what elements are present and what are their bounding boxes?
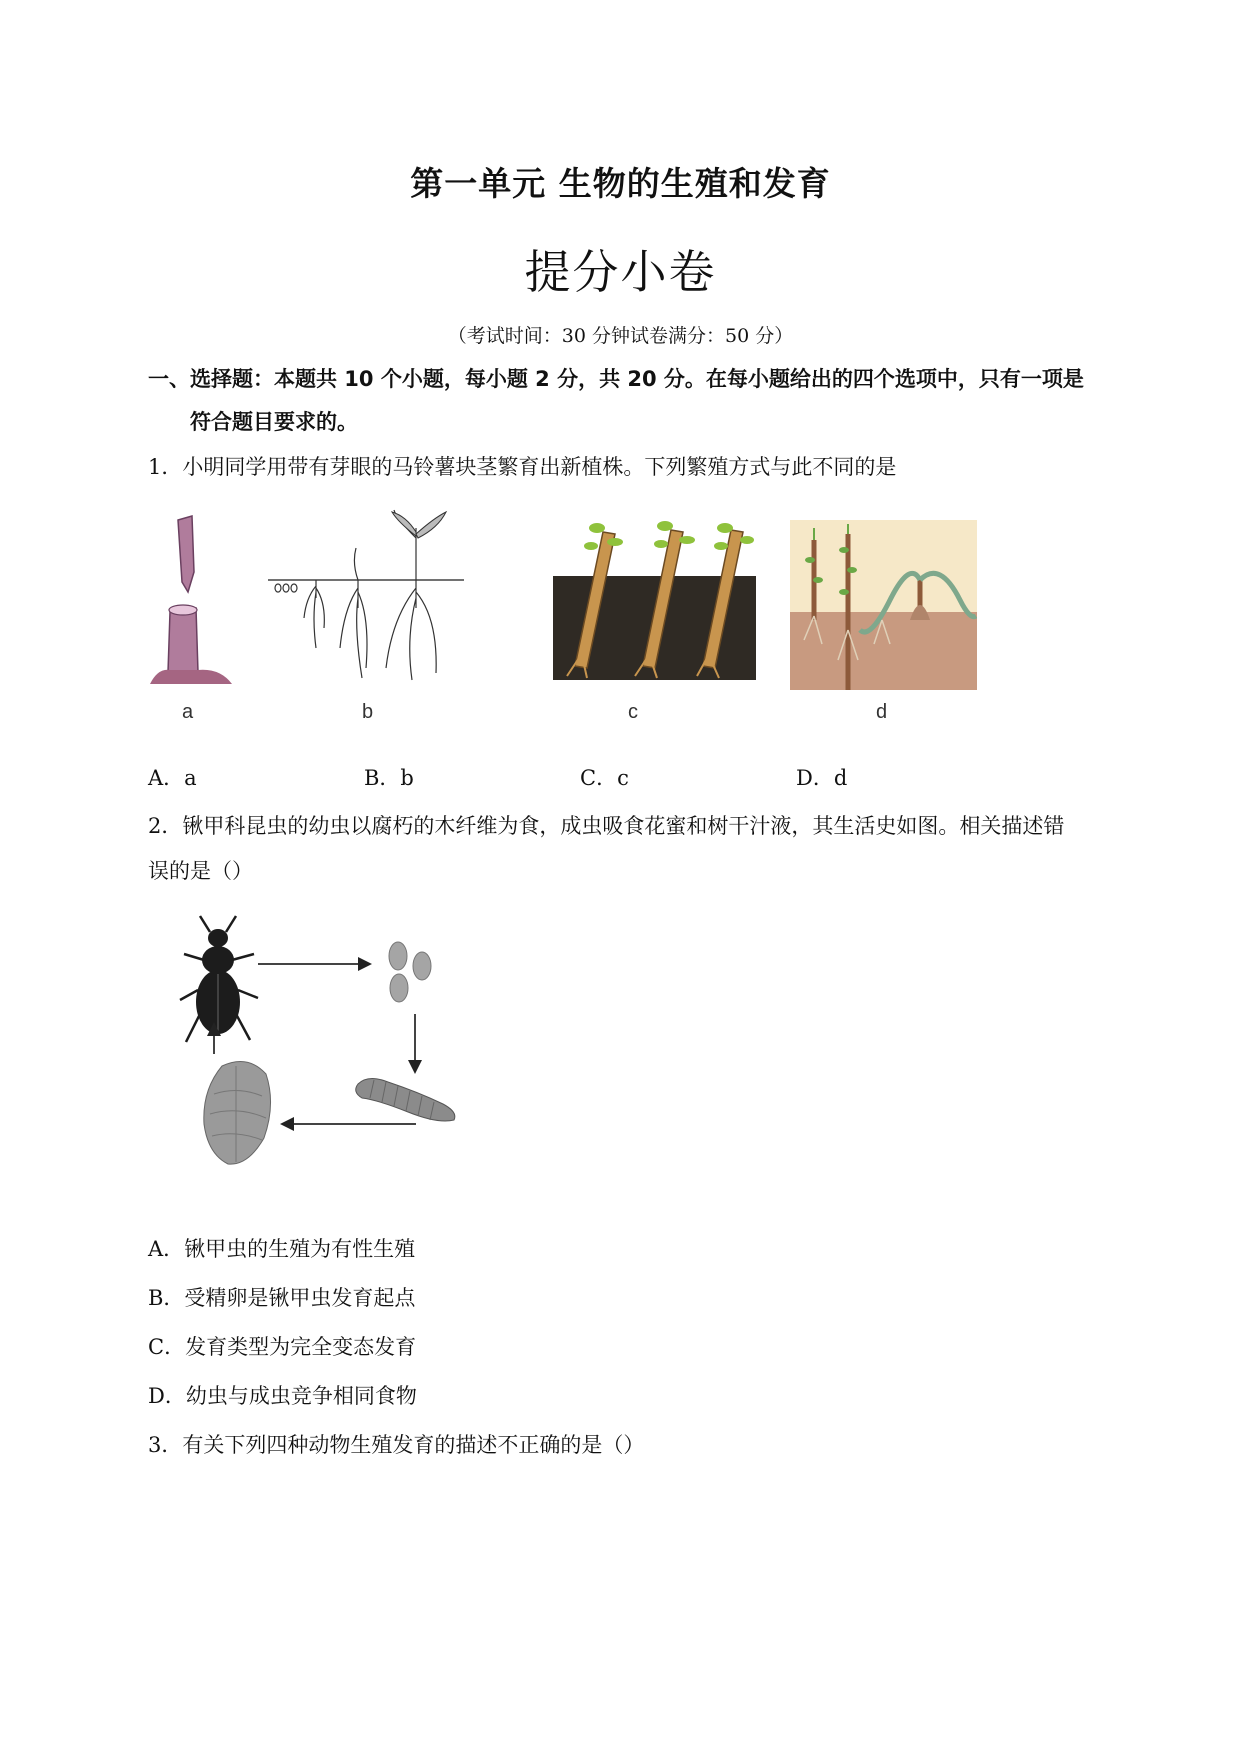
question-2-option-b[interactable]: B．受精卵是锹甲虫发育起点 xyxy=(148,1286,416,1310)
question-2-option-a[interactable]: A．锹甲虫的生殖为有性生殖 xyxy=(148,1237,416,1261)
section-instructions-line2: 符合题目要求的。 xyxy=(190,410,358,434)
figure-1b-seedlings xyxy=(266,508,466,683)
question-1-option-b[interactable]: B．b xyxy=(364,766,414,790)
figure-1a-grafting xyxy=(148,512,238,684)
figure-1d-caption: d xyxy=(876,701,888,723)
question-2-option-d[interactable]: D．幼虫与成虫竞争相同食物 xyxy=(148,1384,417,1408)
question-1-option-c[interactable]: C．c xyxy=(580,766,629,790)
question-1-option-a[interactable]: A．a xyxy=(148,766,197,790)
figure-1d-layering xyxy=(790,520,977,690)
figure-1c-cuttings xyxy=(553,518,756,680)
figure-1c-caption: c xyxy=(628,701,638,723)
figure-1a-caption: a xyxy=(182,701,194,723)
question-2-text-line1: 2．锹甲科昆虫的幼虫以腐朽的木纤维为食，成虫吸食花蜜和树干汁液，其生活史如图。相关描述错 xyxy=(148,814,1065,838)
paper-title: 提分小卷 xyxy=(524,245,717,299)
section-instructions-line1: 一、选择题：本题共 10 个小题，每小题 2 分，共 20 分。在每小题给出的四个选项中，只有一项是 xyxy=(148,367,1084,391)
question-2-option-c[interactable]: C．发育类型为完全变态发育 xyxy=(148,1335,417,1359)
question-3-text: 3．有关下列四种动物生殖发育的描述不正确的是（） xyxy=(148,1433,645,1457)
exam-info: （考试时间：30 分钟试卷满分：50 分） xyxy=(447,325,794,347)
question-1-text: 1．小明同学用带有芽眼的马铃薯块茎繁育出新植株。下列繁殖方式与此不同的是 xyxy=(148,455,897,479)
unit-title: 第一单元 生物的生殖和发育 xyxy=(410,164,831,203)
figure-2-beetle-lifecycle xyxy=(178,914,472,1180)
question-2-text-line2: 误的是（） xyxy=(148,859,253,883)
figure-1b-caption: b xyxy=(362,701,374,723)
question-1-option-d[interactable]: D．d xyxy=(796,766,848,790)
